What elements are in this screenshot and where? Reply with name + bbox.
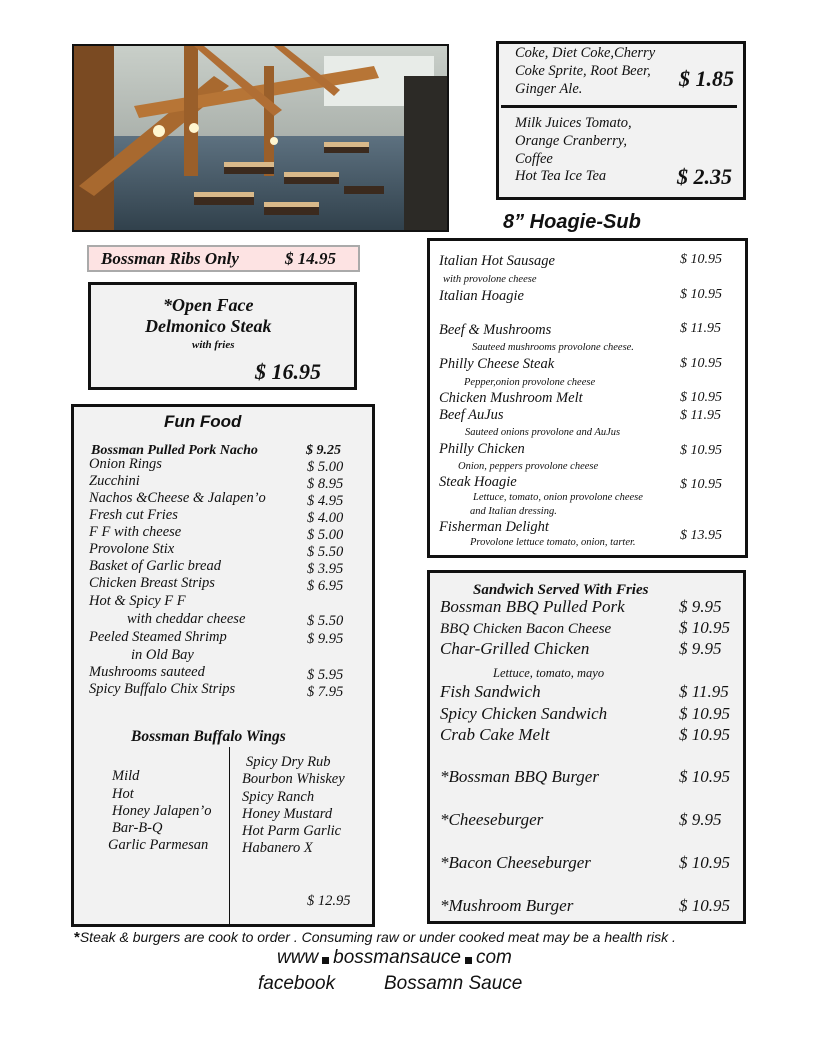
other-drinks-price: $ 2.35 xyxy=(677,164,732,189)
shrimp-line-2: in Old Bay xyxy=(131,647,194,663)
dining-room-image xyxy=(74,46,447,230)
hoagie-item-price: $ 10.95 xyxy=(680,477,722,492)
sandwich-item-name: Bossman BBQ Pulled Pork xyxy=(440,597,625,616)
hot-spicy-line-2: with cheddar cheese xyxy=(127,611,246,627)
wing-flavor: Hot Parm Garlic xyxy=(242,823,342,839)
website-www: www xyxy=(277,947,319,968)
hoagie-item-price: $ 10.95 xyxy=(680,356,722,371)
wing-flavor: Spicy Dry Rub xyxy=(246,754,331,770)
drinks-divider xyxy=(501,105,737,108)
wings-divider xyxy=(229,747,230,927)
hoagie-item-sub: and Italian dressing. xyxy=(470,506,557,517)
sandwich-item-price: $ 9.95 xyxy=(679,639,722,658)
hoagie-item-price: $ 10.95 xyxy=(680,443,722,458)
fun-food-title: Fun Food xyxy=(164,412,242,431)
hoagie-item-name: Philly Chicken xyxy=(439,441,525,457)
hoagie-item-price: $ 11.95 xyxy=(680,321,721,336)
fun-item-name: Nachos &Cheese & Jalapen’o xyxy=(89,490,266,506)
restaurant-photo xyxy=(72,44,449,232)
steak-line-1: *Open Face xyxy=(163,295,254,315)
sandwich-item-name: Spicy Chicken Sandwich xyxy=(440,704,608,723)
hoagie-item-price: $ 11.95 xyxy=(680,408,721,423)
hoagie-panel xyxy=(427,238,748,558)
fun-item-price: $ 4.00 xyxy=(307,510,344,526)
hoagie-item-name: Steak Hoagie xyxy=(439,474,517,490)
steak-sub: with fries xyxy=(192,339,235,351)
sandwich-item-name: Fish Sandwich xyxy=(440,682,541,701)
hoagie-item-name: Beef AuJus xyxy=(439,407,504,423)
other-drinks-line-3: Coffee xyxy=(515,151,553,167)
dot-icon xyxy=(465,957,472,964)
wing-flavor: Bar-B-Q xyxy=(112,820,163,836)
wing-flavor: Honey Jalapen’o xyxy=(112,803,212,819)
wing-flavor: Honey Mustard xyxy=(242,806,333,822)
hoagie-item-sub: Lettuce, tomato, onion provolone cheese xyxy=(473,492,643,503)
hoagie-item-name: Fisherman Delight xyxy=(439,519,549,535)
steak-line-2: Delmonico Steak xyxy=(145,316,272,336)
hoagie-item-name: Italian Hot Sausage xyxy=(439,253,555,269)
sandwich-item-name: *Bacon Cheeseburger xyxy=(440,853,591,872)
wing-flavor: Bourbon Whiskey xyxy=(242,771,345,787)
fun-item-price: $ 5.00 xyxy=(307,527,344,543)
website-tld: com xyxy=(475,947,512,968)
fun-item-price: $ 5.00 xyxy=(307,459,344,475)
sandwich-panel xyxy=(427,570,746,924)
hoagie-item-name: Italian Hoagie xyxy=(439,288,524,304)
sandwich-item-name: *Mushroom Burger xyxy=(440,896,574,915)
shrimp-line-1: Peeled Steamed Shrimp xyxy=(89,629,227,645)
wing-flavor: Hot xyxy=(112,786,134,802)
wing-flavor: Mild xyxy=(112,768,140,784)
website-link[interactable] xyxy=(277,947,512,969)
hoagie-item-price: $ 10.95 xyxy=(680,287,722,302)
fun-item-price: $ 4.95 xyxy=(307,493,344,509)
hoagie-item-name: Beef & Mushrooms xyxy=(439,322,552,338)
sandwich-item-name: BBQ Chicken Bacon Cheese xyxy=(440,621,612,637)
fun-item-price: $ 8.95 xyxy=(307,476,344,492)
fun-item-name: Provolone Stix xyxy=(89,541,175,557)
mushrooms-name: Mushrooms sauteed xyxy=(89,664,205,680)
wings-title: Bossman Buffalo Wings xyxy=(131,728,286,745)
drinks-panel xyxy=(496,41,746,200)
fun-item-name: Basket of Garlic bread xyxy=(89,558,221,574)
fun-item-price: $ 3.95 xyxy=(307,561,344,577)
sandwich-item-price: $ 10.95 xyxy=(679,618,730,637)
sandwich-item-name: *Bossman BBQ Burger xyxy=(440,767,599,786)
hoagie-item-sub: Sauteed onions provolone and AuJus xyxy=(465,427,621,438)
hoagie-item-sub: Pepper,onion provolone cheese xyxy=(464,377,596,388)
steak-price: $ 16.95 xyxy=(255,359,321,384)
soda-price: $ 1.85 xyxy=(679,66,734,91)
sandwich-item-price: $ 11.95 xyxy=(679,682,729,701)
wing-flavor: Habanero X xyxy=(242,840,313,856)
fun-food-panel xyxy=(71,404,375,927)
sandwich-item-price: $ 9.95 xyxy=(679,810,722,829)
asterisk-icon: * xyxy=(74,929,80,946)
fun-item-name: Fresh cut Fries xyxy=(89,507,178,523)
buffalo-strips-name: Spicy Buffalo Chix Strips xyxy=(89,681,236,697)
sandwich-title: Sandwich Served With Fries xyxy=(473,582,649,598)
disclaimer xyxy=(74,929,676,946)
hoagie-item-name: Philly Cheese Steak xyxy=(439,356,555,372)
wings-price: $ 12.95 xyxy=(307,893,351,909)
sandwich-item-name: Crab Cake Melt xyxy=(440,725,550,744)
sandwich-item-name: *Cheeseburger xyxy=(440,810,544,829)
hoagie-title: 8” Hoagie-Sub xyxy=(503,211,641,233)
facebook-label[interactable]: facebook xyxy=(258,973,336,994)
sandwich-item-price: $ 10.95 xyxy=(679,767,730,786)
fun-item-price: $ 6.95 xyxy=(307,578,344,594)
hoagie-item-sub: Onion, peppers provolone cheese xyxy=(458,461,599,472)
featured-item-price: $ 9.25 xyxy=(306,443,341,458)
soda-line-2: Coke Sprite, Root Beer, xyxy=(515,63,651,79)
sandwich-item-price: $ 10.95 xyxy=(679,704,730,723)
other-drinks-line-2: Orange Cranberry, xyxy=(515,133,627,149)
soda-line-3: Ginger Ale. xyxy=(515,81,583,97)
hoagie-item-sub: Sauteed mushrooms provolone cheese. xyxy=(472,342,634,353)
ribs-banner xyxy=(87,245,360,272)
sandwich-item-name: Char-Grilled Chicken xyxy=(440,639,590,658)
sandwich-item-price: $ 10.95 xyxy=(679,725,730,744)
fun-item-name: F F with cheese xyxy=(89,524,182,540)
fun-item-name: Zucchini xyxy=(89,473,140,489)
steak-panel xyxy=(88,282,357,390)
fun-item-name: Onion Rings xyxy=(89,456,162,472)
other-drinks-line-4: Hot Tea Ice Tea xyxy=(515,168,607,184)
buffalo-strips-price: $ 7.95 xyxy=(307,684,344,700)
chicken-note: Lettuce, tomato, mayo xyxy=(493,666,605,680)
website-domain: bossmansauce xyxy=(333,947,461,968)
dot-icon xyxy=(322,957,329,964)
hoagie-item-price: $ 10.95 xyxy=(680,252,722,267)
soda-line-1: Coke, Diet Coke,Cherry xyxy=(515,45,656,61)
shrimp-price: $ 9.95 xyxy=(307,631,344,647)
ribs-price: $ 14.95 xyxy=(285,249,336,268)
sandwich-item-price: $ 9.95 xyxy=(679,597,722,616)
wing-flavor: Spicy Ranch xyxy=(242,789,315,805)
hoagie-item-sub: with provolone cheese xyxy=(443,274,537,285)
facebook-page-name[interactable]: Bossamn Sauce xyxy=(384,973,523,994)
featured-item-name: Bossman Pulled Pork Nacho xyxy=(91,443,258,458)
hoagie-item-sub: Provolone lettuce tomato, onion, tarter. xyxy=(470,537,636,548)
fun-item-name: Chicken Breast Strips xyxy=(89,575,215,591)
hoagie-item-price: $ 13.95 xyxy=(680,528,722,543)
hot-spicy-line-1: Hot & Spicy F F xyxy=(89,593,186,609)
hot-spicy-price: $ 5.50 xyxy=(307,613,344,629)
sandwich-item-price: $ 10.95 xyxy=(679,896,730,915)
fun-item-price: $ 5.50 xyxy=(307,544,344,560)
wing-flavor: Garlic Parmesan xyxy=(108,837,209,853)
ribs-label: Bossman Ribs Only xyxy=(101,249,239,268)
hoagie-item-price: $ 10.95 xyxy=(680,390,722,405)
mushrooms-price: $ 5.95 xyxy=(307,667,344,683)
hoagie-item-name: Chicken Mushroom Melt xyxy=(439,390,583,406)
disclaimer-text: Steak & burgers are cook to order . Consuming raw or under cooked meat may be a health risk . xyxy=(79,929,676,945)
other-drinks-line-1: Milk Juices Tomato, xyxy=(515,115,632,131)
sandwich-item-price: $ 10.95 xyxy=(679,853,730,872)
